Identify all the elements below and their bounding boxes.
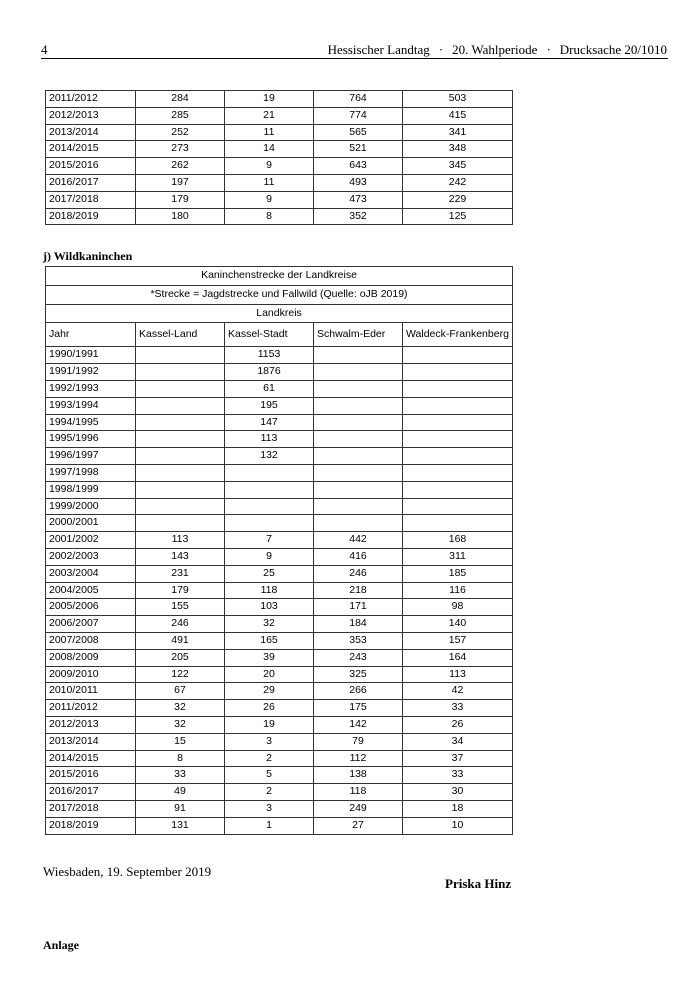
value-cell: 30 [403,784,513,801]
table-subtitle: *Strecke = Jagdstrecke und Fallwild (Quelle: oJB 2019) [46,285,513,304]
value-cell: 8 [225,208,314,225]
value-cell: 122 [136,666,225,683]
value-cell: 39 [225,649,314,666]
value-cell [403,347,513,364]
value-cell [225,498,314,515]
value-cell: 131 [136,817,225,834]
value-cell: 165 [225,632,314,649]
value-cell: 138 [314,767,403,784]
year-cell: 2011/2012 [46,700,136,717]
value-cell: 25 [225,565,314,582]
value-cell [136,464,225,481]
table-row [46,481,513,498]
value-cell: 205 [136,649,225,666]
header-separator: · [546,42,551,57]
value-cell: 11 [225,124,314,141]
year-cell: 2016/2017 [46,784,136,801]
value-cell [314,347,403,364]
value-cell: 3 [225,800,314,817]
table-row [46,364,513,381]
value-cell: 243 [314,649,403,666]
value-cell: 352 [314,208,403,225]
value-cell: 33 [403,767,513,784]
value-cell: 113 [225,431,314,448]
value-cell: 33 [403,700,513,717]
table-row [46,716,513,733]
value-cell: 197 [136,174,225,191]
value-cell: 416 [314,548,403,565]
value-cell: 113 [403,666,513,683]
table-row [46,532,513,549]
table-subtitle-row [46,285,513,304]
value-cell: 37 [403,750,513,767]
value-cell: 774 [314,107,403,124]
year-cell: 2011/2012 [46,91,136,108]
value-cell: 3 [225,733,314,750]
signatory-name: Priska Hinz [445,876,512,891]
value-cell [403,448,513,465]
value-cell: 249 [314,800,403,817]
value-cell: 179 [136,582,225,599]
value-cell [225,515,314,532]
table-row [46,431,513,448]
year-cell: 1991/1992 [46,364,136,381]
year-cell: 2004/2005 [46,582,136,599]
year-cell: 2000/2001 [46,515,136,532]
value-cell: 764 [314,91,403,108]
value-cell: 9 [225,191,314,208]
value-cell: 67 [136,683,225,700]
value-cell [136,364,225,381]
table-row [46,414,513,431]
value-cell [136,397,225,414]
value-cell: 8 [136,750,225,767]
year-cell: 2016/2017 [46,174,136,191]
year-cell: 1995/1996 [46,431,136,448]
value-cell: 185 [403,565,513,582]
value-cell: 2 [225,750,314,767]
table-row [46,666,513,683]
value-cell [136,431,225,448]
year-cell: 2012/2013 [46,107,136,124]
table-row [46,158,513,175]
date-line: Wiesbaden, 19. September 2019 [43,864,212,879]
value-cell [314,448,403,465]
table-row [46,448,513,465]
parliament-name: Hessischer Landtag [327,42,430,57]
value-cell: 9 [225,548,314,565]
year-cell: 2006/2007 [46,616,136,633]
value-cell: 140 [403,616,513,633]
value-cell: 29 [225,683,314,700]
table-row [46,800,513,817]
table-row [46,649,513,666]
value-cell: 9 [225,158,314,175]
value-cell: 61 [225,380,314,397]
value-cell [403,380,513,397]
table-title-row [46,267,513,286]
value-cell: 179 [136,191,225,208]
year-cell: 2002/2003 [46,548,136,565]
value-cell [314,498,403,515]
value-cell: 7 [225,532,314,549]
value-cell: 285 [136,107,225,124]
value-cell: 521 [314,141,403,158]
header-separator: · [438,42,444,57]
year-cell: 2008/2009 [46,649,136,666]
year-cell: 2009/2010 [46,666,136,683]
table-row [46,750,513,767]
value-cell: 175 [314,700,403,717]
value-cell [314,515,403,532]
year-cell: 1994/1995 [46,414,136,431]
year-cell: 1993/1994 [46,397,136,414]
year-cell: 2007/2008 [46,632,136,649]
value-cell [314,397,403,414]
value-cell [314,414,403,431]
value-cell: 5 [225,767,314,784]
table-row [46,599,513,616]
value-cell: 132 [225,448,314,465]
value-cell: 246 [136,616,225,633]
value-cell [314,364,403,381]
value-cell: 345 [403,158,513,175]
value-cell: 10 [403,817,513,834]
value-cell [225,464,314,481]
year-cell: 2017/2018 [46,191,136,208]
year-cell: 2014/2015 [46,141,136,158]
value-cell [403,397,513,414]
table-row [46,817,513,834]
value-cell: 113 [136,532,225,549]
continued-table-body [46,91,513,225]
attachment-label: Anlage [43,938,79,952]
table-row [46,700,513,717]
value-cell: 11 [225,174,314,191]
column-header-jahr: Jahr [46,323,136,347]
table-row [46,191,513,208]
value-cell: 155 [136,599,225,616]
value-cell [136,515,225,532]
value-cell: 273 [136,141,225,158]
year-cell: 2018/2019 [46,208,136,225]
table-row [46,380,513,397]
value-cell: 147 [225,414,314,431]
value-cell: 565 [314,124,403,141]
value-cell [403,464,513,481]
value-cell [403,515,513,532]
value-cell: 1153 [225,347,314,364]
value-cell [403,498,513,515]
value-cell: 195 [225,397,314,414]
value-cell: 1876 [225,364,314,381]
year-cell: 1999/2000 [46,498,136,515]
value-cell: 21 [225,107,314,124]
value-cell: 442 [314,532,403,549]
column-header-kassel-stadt: Kassel-Stadt [225,323,314,347]
table-title: Kaninchenstrecke der Landkreise [46,267,513,286]
value-cell [136,414,225,431]
value-cell: 353 [314,632,403,649]
table-row [46,464,513,481]
table-row [46,515,513,532]
value-cell: 116 [403,582,513,599]
value-cell: 231 [136,565,225,582]
legislative-period: 20. Wahlperiode [452,42,538,57]
value-cell: 98 [403,599,513,616]
table-row [46,174,513,191]
value-cell: 91 [136,800,225,817]
value-cell: 32 [136,700,225,717]
value-cell: 473 [314,191,403,208]
value-cell: 493 [314,174,403,191]
value-cell: 19 [225,91,314,108]
table-row [46,582,513,599]
value-cell [314,464,403,481]
value-cell: 34 [403,733,513,750]
table-group-row [46,304,513,323]
value-cell: 26 [403,716,513,733]
continued-statistics-table [45,90,513,225]
value-cell: 643 [314,158,403,175]
value-cell: 26 [225,700,314,717]
value-cell: 262 [136,158,225,175]
value-cell: 27 [314,817,403,834]
value-cell: 103 [225,599,314,616]
year-cell: 2017/2018 [46,800,136,817]
value-cell: 184 [314,616,403,633]
table-row [46,784,513,801]
year-cell: 2014/2015 [46,750,136,767]
value-cell: 14 [225,141,314,158]
table-header-row [46,323,513,347]
value-cell: 246 [314,565,403,582]
header-info [328,42,667,58]
table-row [46,683,513,700]
column-header-kassel-land: Kassel-Land [136,323,225,347]
value-cell: 1 [225,817,314,834]
value-cell: 311 [403,548,513,565]
value-cell: 32 [225,616,314,633]
column-header-waldeck-frankenberg: Waldeck-Frankenberg [403,323,513,347]
value-cell: 118 [314,784,403,801]
value-cell: 142 [314,716,403,733]
year-cell: 2013/2014 [46,124,136,141]
table-row [46,565,513,582]
value-cell [136,481,225,498]
year-cell: 2015/2016 [46,767,136,784]
value-cell: 143 [136,548,225,565]
value-cell [314,481,403,498]
value-cell: 503 [403,91,513,108]
value-cell: 33 [136,767,225,784]
value-cell: 32 [136,716,225,733]
section-heading-wildkaninchen: j) Wildkaninchen [43,249,133,263]
value-cell: 15 [136,733,225,750]
year-cell: 1997/1998 [46,464,136,481]
value-cell: 325 [314,666,403,683]
header-rule [41,58,668,59]
year-cell: 2018/2019 [46,817,136,834]
year-cell: 1992/1993 [46,380,136,397]
year-cell: 2012/2013 [46,716,136,733]
value-cell: 252 [136,124,225,141]
value-cell [403,364,513,381]
table-row [46,632,513,649]
value-cell: 180 [136,208,225,225]
year-cell: 2005/2006 [46,599,136,616]
table-row [46,733,513,750]
value-cell: 218 [314,582,403,599]
value-cell: 266 [314,683,403,700]
year-cell: 2003/2004 [46,565,136,582]
value-cell: 118 [225,582,314,599]
table-row [46,347,513,364]
value-cell: 171 [314,599,403,616]
wildkaninchen-table [45,266,513,835]
value-cell: 284 [136,91,225,108]
table-row [46,107,513,124]
table-row [46,767,513,784]
value-cell: 341 [403,124,513,141]
value-cell [403,481,513,498]
value-cell: 112 [314,750,403,767]
value-cell: 42 [403,683,513,700]
value-cell: 415 [403,107,513,124]
value-cell: 79 [314,733,403,750]
value-cell: 157 [403,632,513,649]
table-row [46,498,513,515]
value-cell: 20 [225,666,314,683]
year-cell: 2015/2016 [46,158,136,175]
value-cell [136,347,225,364]
wildkaninchen-table-body [46,347,513,834]
value-cell: 229 [403,191,513,208]
document-number: Drucksache 20/1010 [559,42,667,57]
value-cell: 491 [136,632,225,649]
year-cell: 1990/1991 [46,347,136,364]
value-cell: 49 [136,784,225,801]
value-cell: 164 [403,649,513,666]
value-cell [136,380,225,397]
value-cell: 125 [403,208,513,225]
year-cell: 1998/1999 [46,481,136,498]
year-cell: 2013/2014 [46,733,136,750]
year-cell: 2010/2011 [46,683,136,700]
table-row [46,208,513,225]
table-row [46,91,513,108]
table-row [46,124,513,141]
value-cell [225,481,314,498]
value-cell [314,380,403,397]
value-cell: 242 [403,174,513,191]
value-cell [403,431,513,448]
value-cell: 2 [225,784,314,801]
value-cell [403,414,513,431]
value-cell: 18 [403,800,513,817]
value-cell: 348 [403,141,513,158]
year-cell: 2001/2002 [46,532,136,549]
value-cell [136,448,225,465]
table-group-label: Landkreis [46,304,513,323]
value-cell [136,498,225,515]
value-cell: 19 [225,716,314,733]
table-row [46,548,513,565]
table-row [46,397,513,414]
value-cell [314,431,403,448]
column-header-schwalm-eder: Schwalm-Eder [314,323,403,347]
page-number: 4 [41,42,48,57]
table-row [46,616,513,633]
year-cell: 1996/1997 [46,448,136,465]
value-cell: 168 [403,532,513,549]
table-row [46,141,513,158]
